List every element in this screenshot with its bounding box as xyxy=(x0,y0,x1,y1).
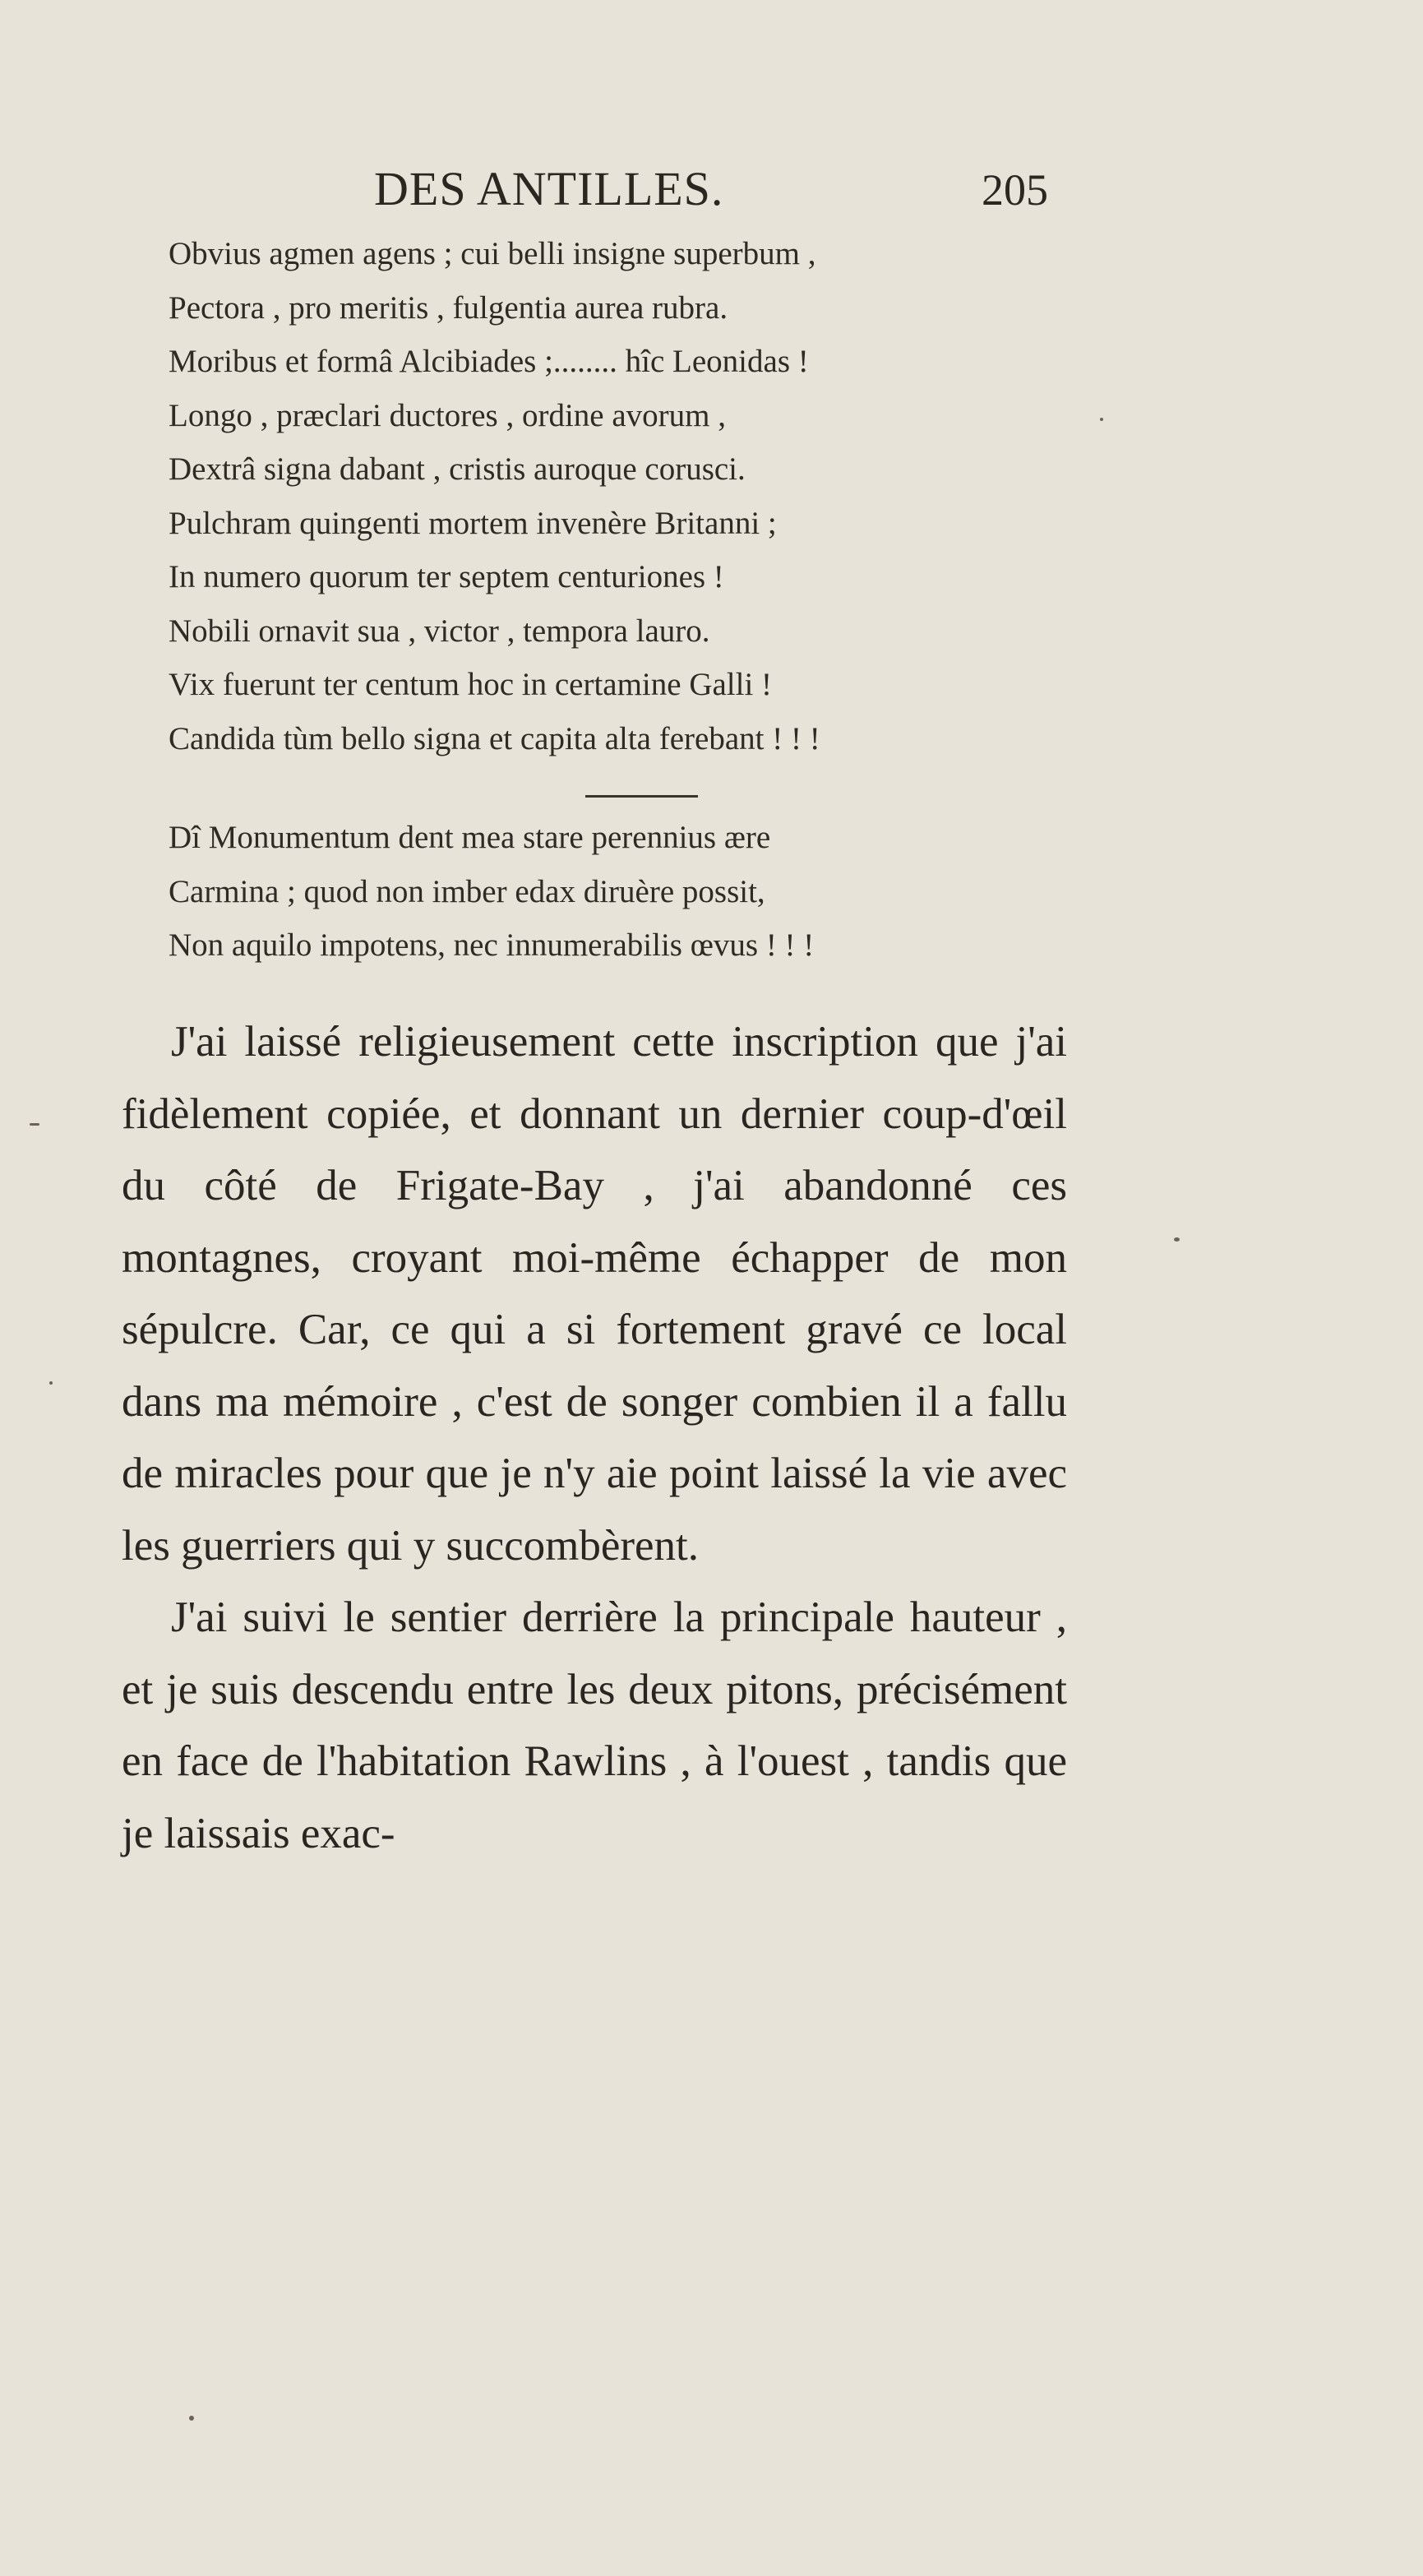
inscription-line: Pulchram quingenti mortem invenère Britanni ; xyxy=(169,505,777,541)
section-divider xyxy=(585,795,698,798)
running-title: DES ANTILLES. xyxy=(374,162,724,215)
paragraph: J'ai laissé religieusement cette inscription que j'ai fidèlement copiée, et donnant un dernier coup-d'œil du côté de Frigate-Bay , j'ai abandonné ces montagnes, croyant moi-même échapper de mon sépulcre. Car, ce qui a si fortement gravé ce local dans ma mémoire , c'est de songer combien il a fallu de miracles pour que je n'y aie point laissé la vie avec les guerriers qui y succombèrent. xyxy=(122,1018,1067,1570)
page-header xyxy=(374,161,1048,219)
page-number: 205 xyxy=(982,165,1048,215)
epigraph-line: Dî Monumentum dent mea stare perennius ære xyxy=(169,820,771,855)
paper-speck xyxy=(1100,418,1103,421)
inscription-line: Nobili ornavit sua , victor , tempora lauro. xyxy=(169,613,710,649)
body-text xyxy=(122,1006,1067,1870)
inscription-line: Moribus et formâ Alcibiades ;........ hîc Leonidas ! xyxy=(169,344,809,379)
inscription-line: In numero quorum ter septem centuriones ! xyxy=(169,559,724,594)
inscription-line: Pectora , pro meritis , fulgentia aurea rubra. xyxy=(169,289,728,326)
inscription-line: Dextrâ signa dabant , cristis auroque corusci. xyxy=(169,451,746,487)
latin-inscription xyxy=(169,227,820,765)
inscription-line: Longo , præclari ductores , ordine avorum , xyxy=(169,397,726,433)
inscription-line: Vix fuerunt ter centum hoc in certamine Galli ! xyxy=(169,667,773,702)
paper-speck xyxy=(30,1123,39,1126)
paper-speck xyxy=(49,1381,53,1385)
inscription-line: Obvius agmen agens ; cui belli insigne superbum , xyxy=(169,236,816,271)
latin-epigraph xyxy=(169,811,814,973)
paper-speck xyxy=(1174,1237,1180,1242)
paper-speck xyxy=(189,2416,194,2421)
epigraph-line: Carmina ; quod non imber edax diruère possit, xyxy=(169,873,765,909)
inscription-line: Candida tùm bello signa et capita alta ferebant ! ! ! xyxy=(169,720,820,756)
epigraph-line: Non aquilo impotens, nec innumerabilis œvus ! ! ! xyxy=(169,927,815,963)
paragraph: J'ai suivi le sentier derrière la principale hauteur , et je suis descendu entre les deux pitons, précisément en face de l'habitation Rawlins , à l'ouest , tandis que je laissais exac- xyxy=(122,1593,1067,1857)
